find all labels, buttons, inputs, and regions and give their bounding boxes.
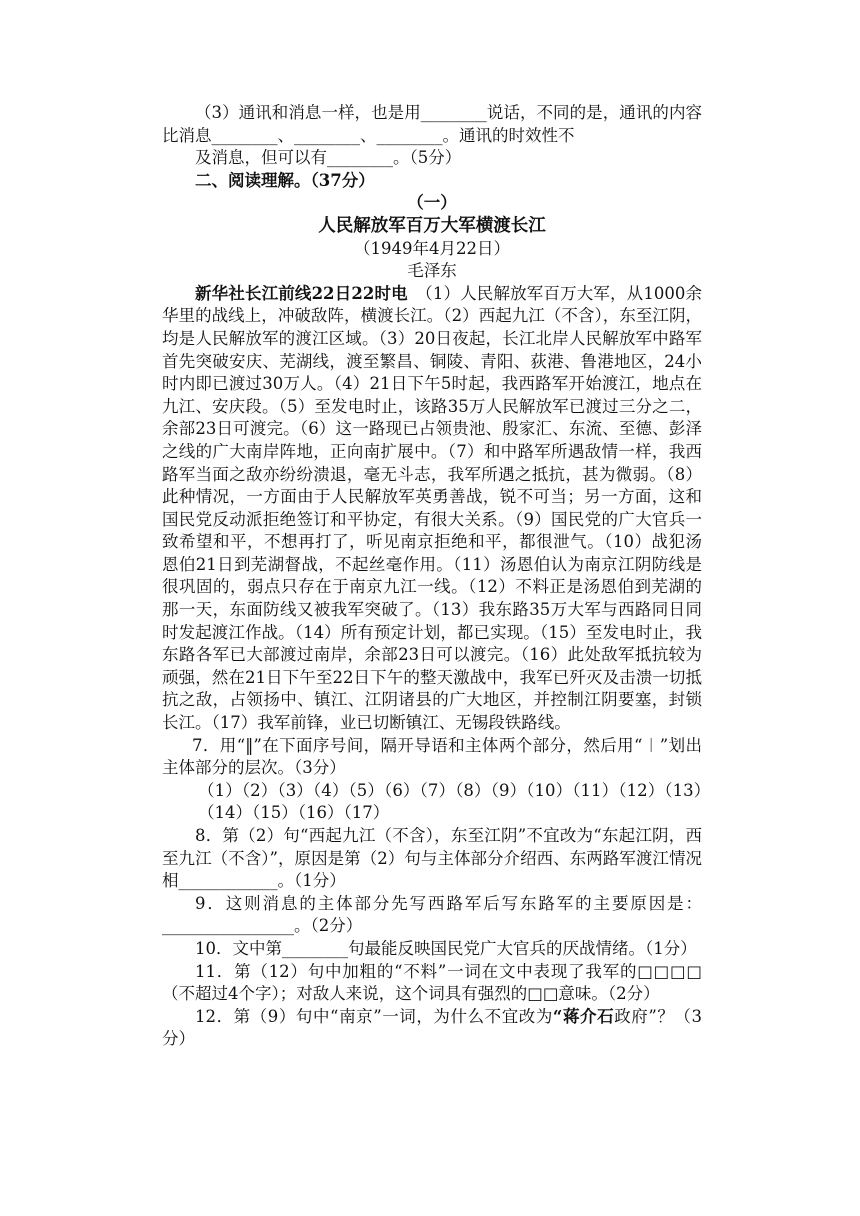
question-7-sequence: （1）（2）（3）（4）（5）（6）（7）（8）（9）（10）（11）（12）（13）（14）（15）（16）（17） xyxy=(198,780,702,823)
article-part-label: （一） xyxy=(407,193,457,213)
question-12-bold-term: “蒋介石 xyxy=(552,1006,615,1026)
question-7: 7．用“‖”在下面序号间，隔开导语和主体两个部分，然后用“︱”划出主体部分的层次。（3分） xyxy=(162,735,702,778)
document-page xyxy=(162,102,702,1051)
question-8: 8．第（2）句“西起九江（不含），东至江阴”不宜改为“东起江阴，西至九江（不含）”，原因是第（2）句与主体部分介绍西、东两路军渡江情况相____________。（1分） xyxy=(162,826,702,891)
article-dateline: 新华社长江前线22日22时电 xyxy=(195,283,408,303)
question-3-line-1: （3）通讯和消息一样，也是用________说话，不同的是，通讯的内容比消息________、________、________。通讯的时效性不 xyxy=(162,103,702,145)
question-12-text: 12．第（9）句中“南京”一词，为什么不宜改为 xyxy=(195,1006,553,1026)
section-2-heading: 二、阅读理解。（37分） xyxy=(195,170,375,190)
question-12-text-end: 政府”？（3分） xyxy=(162,1006,702,1049)
question-11: 11．第（12）句中加粗的“不料”一词在文中表现了我军的□□□□（不超过4个字）；对敌人来说，这个词具有强烈的□□意味。（2分） xyxy=(162,961,702,1004)
article-title: 人民解放军百万大军横渡长江 xyxy=(318,215,546,236)
article-body xyxy=(162,283,702,735)
question-3-line-2: 及消息，但可以有________。（5分） xyxy=(195,148,462,168)
article-author: 毛泽东 xyxy=(407,261,457,281)
question-10: 10．文中第________句最能反映国民党广大官兵的厌战情绪。（1分） xyxy=(195,938,697,958)
question-9: 9．这则消息的主体部分先写西路军后写东路军的主要原因是：________________。（2分） xyxy=(162,893,702,936)
article-date: （1949年4月22日） xyxy=(354,238,510,258)
article-body-text: （1）人民解放军百万大军，从1000余华里的战线上，冲破敌阵，横渡长江。（2）西起九江（不含），东至江阴，均是人民解放军的渡江区域。（3）20日夜起，长江北岸人民解放军中路军首先突破安庆、芜湖线，渡至繁昌、铜陵、青阳、荻港、鲁港地区，24小时内即已渡过30万人。（4）21日下午5时起，我西路军开始渡江，地点在九江、安庆段。（5）至发电时止，该路35万人民解放军已渡过三分之二，余部23日可渡完。（6）这一路现已占领贵池、殷家汇、东流、至德、彭泽之线的广大南岸阵地，正向南扩展中。（7）和中路军所遇敌情一样，我西路军当面之敌亦纷纷溃退，毫无斗志，我军所遇之抵抗，甚为微弱。（8）此种情况，一方面由于人民解放军英勇善战，锐不可当；另一方面，这和国民党反动派拒绝签订和平协定，有很大关系。（9）国民党的广大官兵一致希望和平，不想再打了，听见南京拒绝和平，都很泄气。（10）战犯汤恩伯21日到芜湖督战，不起丝毫作用。（11）汤恩伯认为南京江阴防线是很巩固的，弱点只存在于南京九江一线。（12）不料正是汤恩伯到芜湖的那一天，东面防线又被我军突破了。（13）我东路35万大军与西路同日同时发起渡江作战。（14）所有预定计划，都已实现。（15）至发电时止，我东路各军已大部渡过南岸，余部23日可以渡完。（16）此处敌军抵抗较为顽强，然在21日下午至22日下午的整天激战中，我军已歼灭及击溃一切抵抗之敌，占领扬中、镇江、江阴诸县的广大地区，并控制江阴要塞，封锁长江。（17）我军前锋，业已切断镇江、无锡段铁路线。 xyxy=(162,283,702,733)
question-12 xyxy=(162,1006,702,1051)
